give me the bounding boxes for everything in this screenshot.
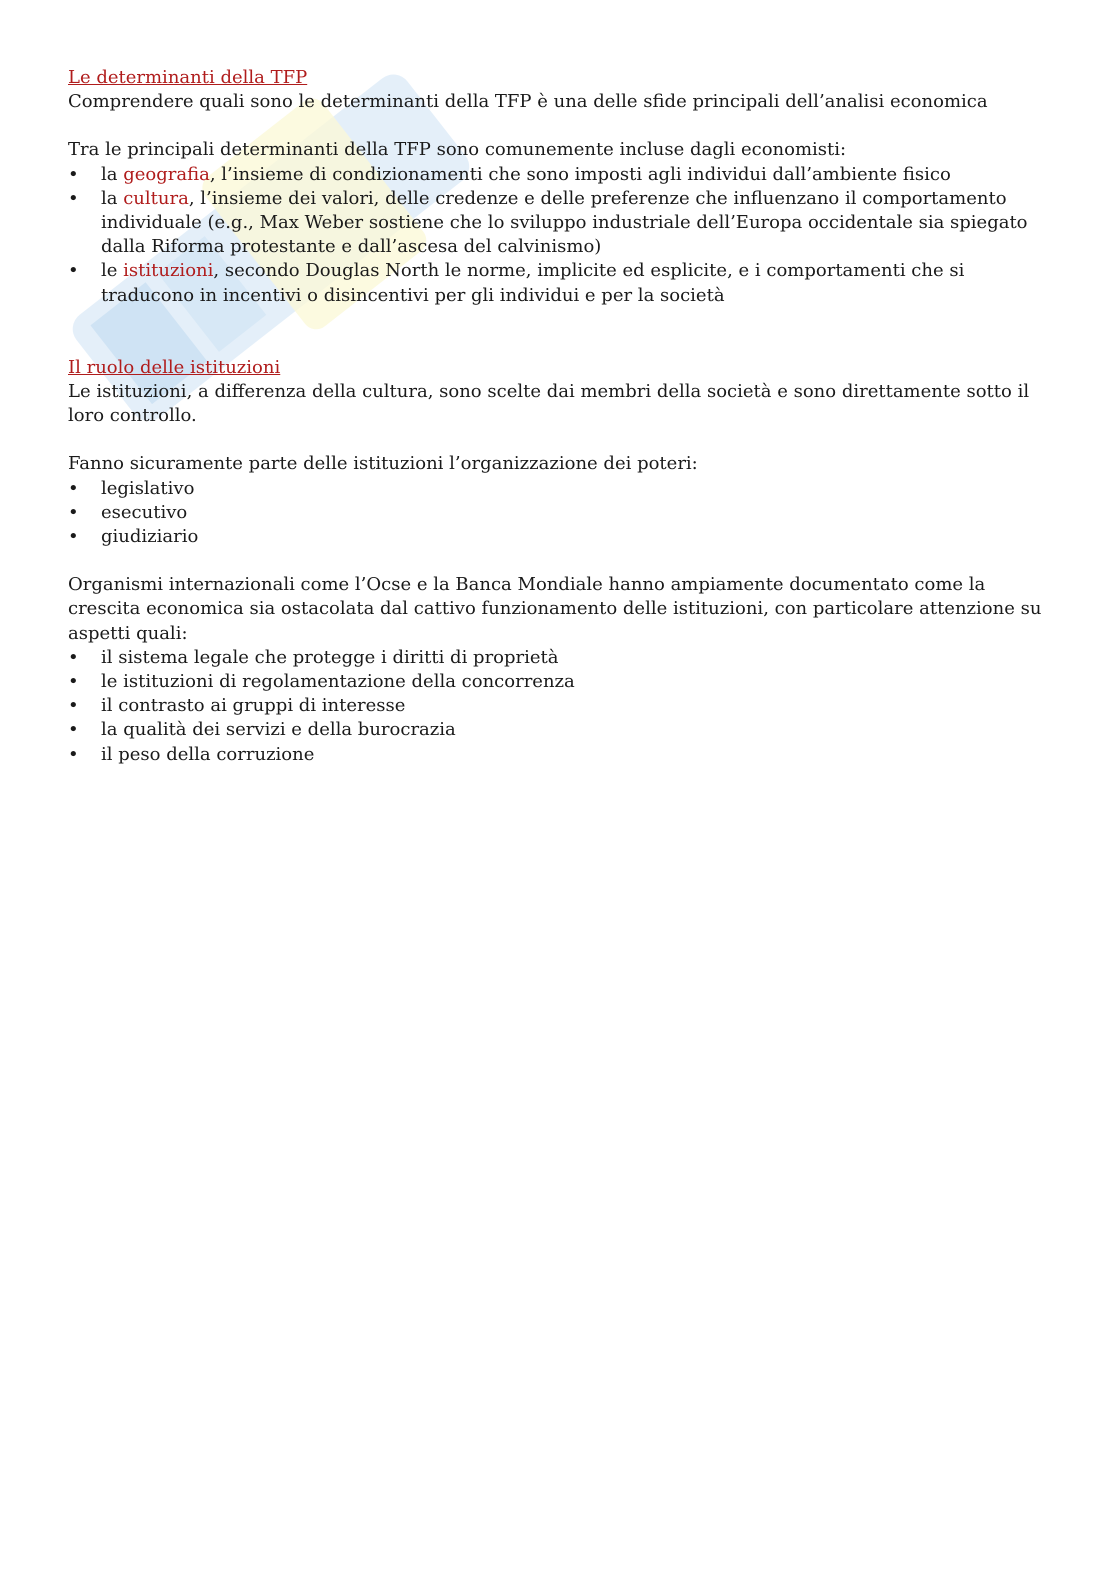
- bullet: •: [68, 743, 79, 765]
- aspects-list: [68, 646, 1053, 767]
- powers-intro: Fanno sicuramente parte delle istituzioni l’organizzazione dei poteri:: [68, 453, 698, 475]
- section2-intro: Le istituzioni, a differenza della cultura, sono scelte dai membri della società e sono direttamente sotto il loro controllo.: [68, 381, 1030, 427]
- section1-intro: Comprendere quali sono le determinanti della TFP è una delle sfide principali dell’analisi economica: [68, 91, 988, 113]
- bullet: •: [68, 719, 79, 741]
- bullet: •: [68, 501, 79, 523]
- determinants-list: [68, 163, 1053, 308]
- keyword-istituzioni: istituzioni: [123, 260, 214, 282]
- bullet: •: [68, 526, 79, 548]
- bullet: •: [68, 187, 79, 209]
- orgs-intro: Organismi internazionali come l’Ocse e la Banca Mondiale hanno ampiamente documentato come la crescita economica sia ostacolata dal cattivo funzionamento delle istituzioni, con particolare attenzione su aspetti quali:: [68, 574, 1042, 644]
- bullet: •: [68, 695, 79, 717]
- powers-list: [68, 477, 1053, 550]
- list-item: • il sistema legale che protegge i diritti di proprietà: [68, 646, 1053, 670]
- list-item-geografia: • la geografia, l’insieme di condizionamenti che sono imposti agli individui dall’ambiente fisico: [68, 163, 1053, 187]
- list-item: • il contrasto ai gruppi di interesse: [68, 694, 1053, 718]
- list-item: • esecutivo: [68, 501, 1053, 525]
- section-title-determinanti: Le determinanti della TFP: [68, 67, 308, 88]
- bullet: •: [68, 646, 79, 668]
- list-item: • le istituzioni di regolamentazione della concorrenza: [68, 670, 1053, 694]
- list-item: • legislativo: [68, 477, 1053, 501]
- list-item: • la qualità dei servizi e della burocrazia: [68, 718, 1053, 742]
- bullet: •: [68, 260, 79, 282]
- list-item: • giudiziario: [68, 525, 1053, 549]
- section-title-ruolo-istituzioni: Il ruolo delle istituzioni: [68, 356, 281, 378]
- bullet: •: [68, 163, 79, 185]
- bullet: •: [68, 477, 79, 499]
- keyword-geografia: geografia: [123, 163, 210, 185]
- section1-list-intro: Tra le principali determinanti della TFP sono comunemente incluse dagli economisti:: [68, 139, 847, 161]
- document-body: [68, 66, 1053, 767]
- list-item: • il peso della corruzione: [68, 743, 1053, 767]
- keyword-cultura: cultura: [123, 187, 189, 209]
- list-item-cultura: • la cultura, l’insieme dei valori, delle credenze e delle preferenze che influenzano il comportamento individuale (e.g., Max Weber sostiene che lo sviluppo industriale dell’Europa occidentale sia spiegato dalla Riforma protestante e dall’ascesa del calvinismo): [68, 187, 1028, 258]
- bullet: •: [68, 671, 79, 693]
- list-item-istituzioni: • le istituzioni, secondo Douglas North le norme, implicite ed esplicite, e i comportamenti che si traducono in incentivi o disincentivi per gli individui e per la società: [68, 260, 965, 306]
